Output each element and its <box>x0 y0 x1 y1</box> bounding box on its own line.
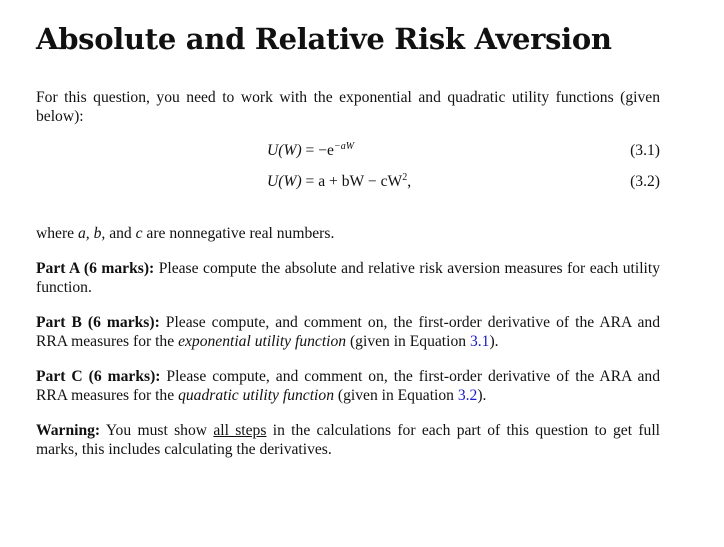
part-c-text-1: Please compute, and comment on, the first-order derivative of the ARA and RRA measures for the <box>36 368 660 404</box>
part-b-paragraph <box>36 313 660 351</box>
where-paragraph <box>36 224 660 243</box>
part-b-text-2: (given in Equation <box>346 333 470 350</box>
part-c-emphasis: quadratic utility function <box>178 387 334 404</box>
intro-paragraph: For this question, you need to work with the exponential and quadratic utility functions (given below): <box>36 89 660 125</box>
part-c-text-2: (given in Equation <box>334 387 458 404</box>
equation-3-2-formula <box>267 173 411 191</box>
equation-3-2-tail: , <box>407 173 412 190</box>
part-c-text-3: ). <box>477 387 487 404</box>
equation-3-1-lhs: U(W) <box>267 142 302 159</box>
page-title: Absolute and Relative Risk Aversion <box>36 22 612 56</box>
part-a-text: Please compute the absolute and relative risk aversion measures for each utility function. <box>36 260 660 296</box>
where-pre: where <box>36 225 78 242</box>
part-b-label: Part B (6 marks): <box>36 314 160 331</box>
part-a-paragraph <box>36 259 660 297</box>
warning-text-2: in the calculations for each part of this question to get full marks, this includes calculating the derivatives. <box>36 422 660 458</box>
warning-paragraph <box>36 421 660 459</box>
part-b-text-3: ). <box>489 333 499 350</box>
equation-3-2 <box>36 173 660 195</box>
where-var-c: c <box>135 225 143 242</box>
part-b-emphasis: exponential utility function <box>178 333 347 350</box>
equation-3-2-lhs: U(W) <box>267 173 302 190</box>
part-a-label: Part A (6 marks): <box>36 260 155 277</box>
equation-3-1-rhs: = −e <box>305 142 334 159</box>
warning-label: Warning: <box>36 422 101 439</box>
part-c-label: Part C (6 marks): <box>36 368 161 385</box>
part-b-text-1: Please compute, and comment on, the first-order derivative of the ARA and RRA measures for the <box>36 314 660 350</box>
equation-3-2-exponent: 2 <box>402 172 408 183</box>
warning-text-1: You must show <box>100 422 214 439</box>
equation-3-2-rhs: = a + bW − cW <box>305 173 403 190</box>
equation-3-1-formula <box>267 142 354 160</box>
where-vars: a, b, <box>78 225 106 242</box>
equation-3-1 <box>36 142 660 164</box>
part-c-paragraph <box>36 367 660 405</box>
where-mid: and <box>105 225 136 242</box>
where-post: are nonnegative real numbers. <box>142 225 335 242</box>
warning-underline: all steps <box>213 422 267 439</box>
equation-3-1-number: (3.1) <box>630 142 660 159</box>
equation-3-2-number: (3.2) <box>630 173 660 190</box>
equation-3-1-exponent: −aW <box>333 141 355 152</box>
part-c-equation-link[interactable]: 3.2 <box>457 387 478 404</box>
part-b-equation-link[interactable]: 3.1 <box>469 333 490 350</box>
